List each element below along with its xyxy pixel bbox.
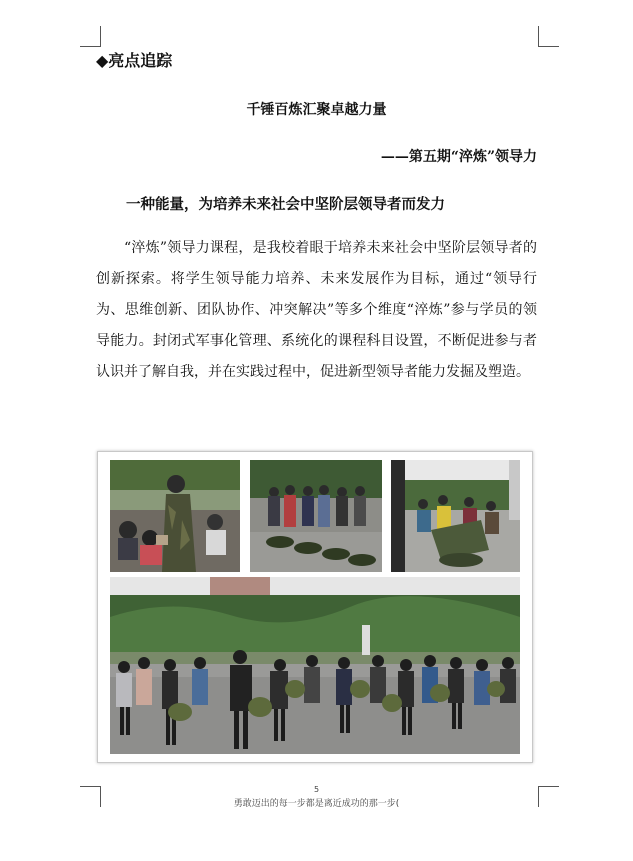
photo-group-with-bags xyxy=(250,460,382,572)
photo-collage xyxy=(97,451,533,763)
photo-group-lineup xyxy=(110,577,520,754)
body-paragraph: “淬炼”领导力课程，是我校着眼于培养未来社会中坚阶层领导者的创新探索。将学生领导能力培养、未来发展作为目标，通过“领导行为、思维创新、团队协作、冲突解决”等多个维度“淬炼”参与学员的领导能力。封闭式军事化管理、系统化的课程科目设置，不断促进参与者认识并了解自我，并在实践过程中，促进新型领导者能力发掘及塑造。 xyxy=(96,240,537,380)
crop-mark-top-left xyxy=(80,26,101,47)
article-subtitle: ——第五期“淬炼”领导力 xyxy=(380,149,537,165)
footer-text: 勇敢迈出的每一步都是离近成功的那一步( xyxy=(233,799,400,809)
photo-students-outdoor xyxy=(391,460,520,572)
paragraph-heading: 一种能量，为培养未来社会中坚阶层领导者而发力 xyxy=(126,196,445,213)
section-heading: ◆亮点追踪 xyxy=(96,51,173,70)
page-number: 5 xyxy=(313,785,320,794)
article-title: 千锤百炼汇聚卓越力量 xyxy=(246,102,387,118)
photo-instructor-students xyxy=(110,460,240,572)
crop-mark-top-right xyxy=(538,26,559,47)
